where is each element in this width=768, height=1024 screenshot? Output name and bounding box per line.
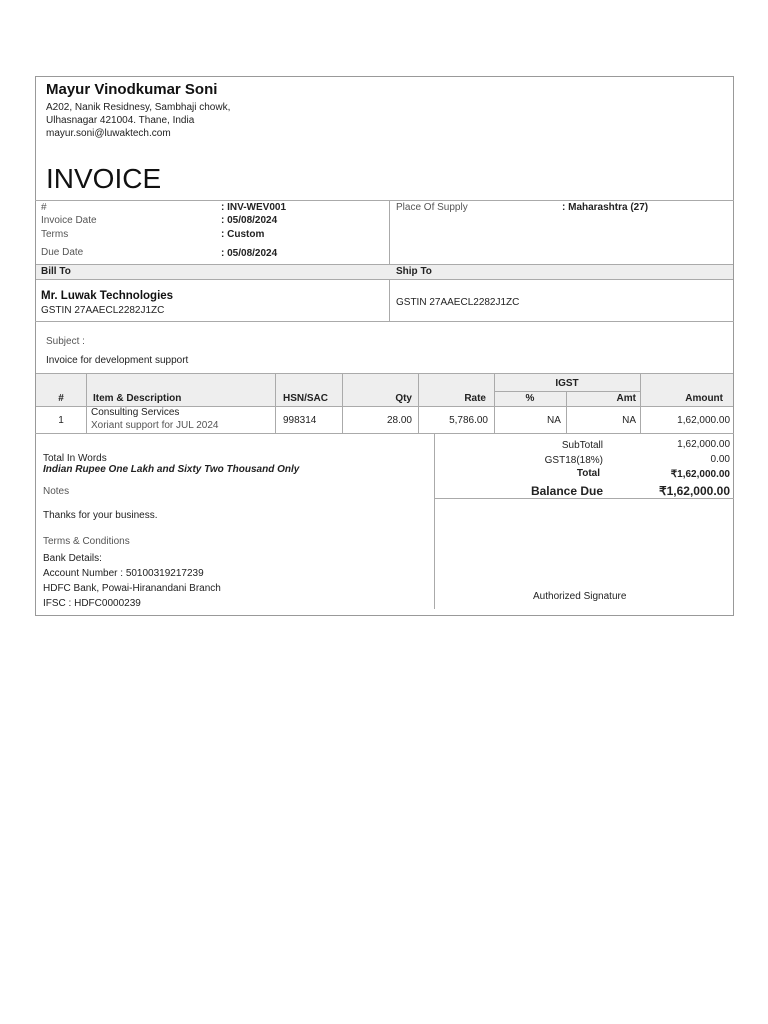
company-email: mayur.soni@luwaktech.com [46,128,171,139]
total-value: ₹1,62,000.00 [670,469,730,480]
invoice-number-value: : INV-WEV001 [221,202,287,213]
row-igst-pct: NA [547,415,561,426]
bank-branch: HDFC Bank, Powai-Hiranandani Branch [43,583,221,594]
divider [35,321,734,322]
ship-to-gstin: GSTIN 27AAECL2282J1ZC [396,297,520,308]
terms-value: : Custom [221,229,265,240]
row-description: Xoriant support for JUL 2024 [91,420,219,431]
invoice-frame [35,76,734,616]
divider [389,200,390,321]
subtotal-label: SubTotall [561,440,603,451]
invoice-date-label: Invoice Date [41,215,97,226]
col-hsn-header: HSN/SAC [283,393,329,404]
divider [35,433,734,434]
balance-due-label: Balance Due [530,484,603,498]
invoice-title: INVOICE [46,163,162,194]
col-amount-header: Amount [685,393,723,404]
divider [35,200,734,201]
subtotal-value: 1,62,000.00 [677,439,730,450]
bank-details-label: Bank Details: [43,553,102,564]
terms-conditions-label: Terms & Conditions [43,536,130,547]
authorized-signature: Authorized Signature [533,591,627,602]
bill-to-header: Bill To [41,266,71,277]
row-qty: 28.00 [386,415,412,426]
divider [275,373,276,433]
place-of-supply-label: Place Of Supply [396,202,468,213]
subject-text: Invoice for development support [46,355,189,366]
balance-due-value: ₹1,62,000.00 [658,484,730,498]
total-in-words-label: Total In Words [43,453,107,464]
col-item-header: Item & Description [93,393,182,404]
col-num-header: # [58,393,64,404]
divider [434,434,435,609]
bill-ship-header-band [36,264,733,280]
place-of-supply-value: : Maharashtra (27) [562,202,649,213]
terms-label: Terms [41,229,69,240]
bill-to-name: Mr. Luwak Technologies [41,290,174,302]
company-address-line2: Ulhasnagar 421004. Thane, India [46,115,195,126]
due-date-value: : 05/08/2024 [221,248,278,259]
divider [494,391,640,392]
row-hsn: 998314 [283,415,317,426]
notes-text: Thanks for your business. [43,510,158,521]
row-item: Consulting Services [91,407,180,418]
gst-value: 0.00 [710,454,730,465]
row-amount: 1,62,000.00 [677,415,730,426]
total-in-words-value: Indian Rupee One Lakh and Sixty Two Thousand Only [43,464,300,475]
company-name: Mayur Vinodkumar Soni [46,81,218,98]
notes-label: Notes [43,486,70,497]
invoice-number-label: # [41,202,47,213]
ifsc-code: IFSC : HDFC0000239 [43,598,141,609]
subject-label: Subject : [46,336,85,347]
gst-label: GST18(18%) [544,455,603,466]
col-igst-pct-header: % [525,393,535,404]
col-rate-header: Rate [464,393,486,404]
account-number: Account Number : 50100319217239 [43,568,204,579]
invoice-date-value: : 05/08/2024 [221,215,278,226]
row-num: 1 [58,415,64,426]
igst-header: IGST [555,378,579,389]
row-igst-amt: NA [622,415,636,426]
col-igst-amt-header: Amt [616,393,636,404]
company-address-line1: A202, Nanik Residnesy, Sambhaji chowk, [46,102,231,113]
total-label: Total [576,468,600,479]
divider [86,373,87,433]
bill-to-gstin: GSTIN 27AAECL2282J1ZC [41,305,165,316]
due-date-label: Due Date [41,247,84,258]
row-rate: 5,786.00 [449,415,488,426]
divider [434,498,734,499]
ship-to-header: Ship To [396,266,432,277]
col-qty-header: Qty [395,393,412,404]
